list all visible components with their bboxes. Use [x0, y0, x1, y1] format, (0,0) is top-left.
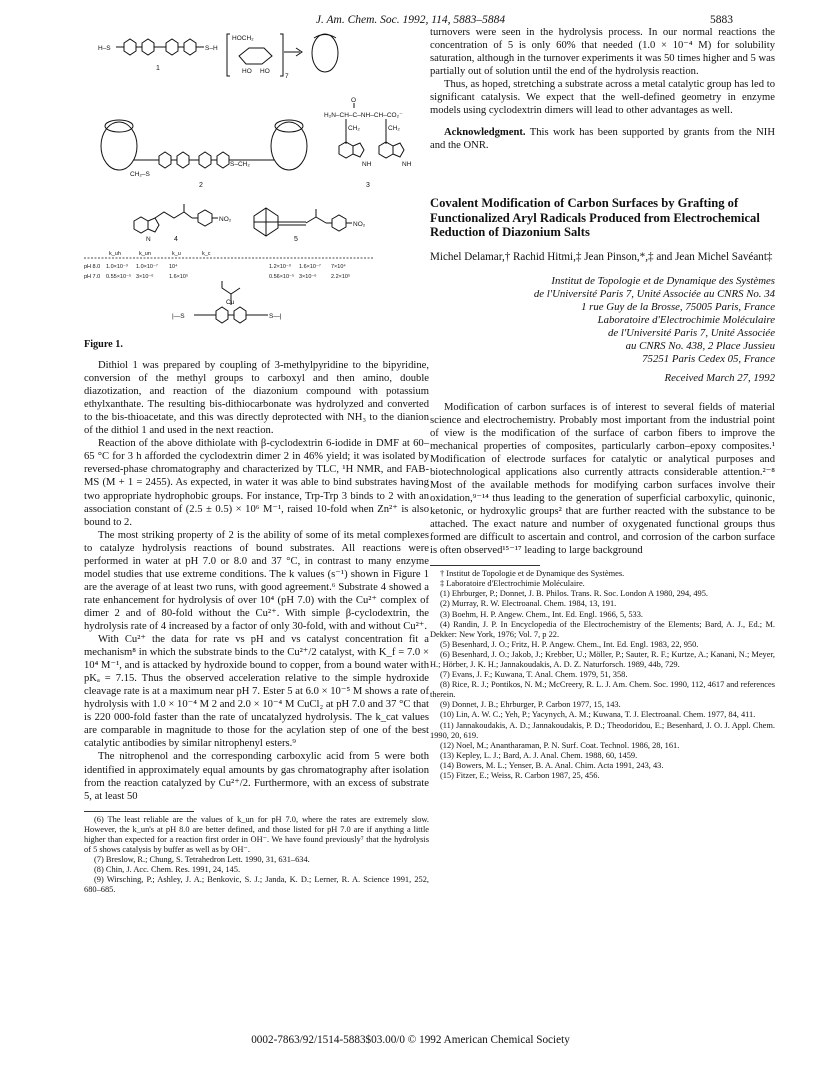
footnote-r13: (11) Jannakoudakis, A. D.; Jannakoudakis, P. D.; Theodoridou, E.; Besenhard, J. O. J. Appl. Chem. 1990, 20, 619. [430, 720, 775, 740]
acknowledgment [430, 126, 775, 152]
rate-v11: 3×10⁻⁶ [299, 274, 317, 280]
label-ph70: pH 7.0 [84, 274, 101, 280]
footnote-r2: ‡ Laboratoire d'Electrochimie Moléculaire. [440, 579, 585, 589]
label-nh2: NH [402, 161, 412, 168]
page-footer: 0002-7863/92/1514-5883$03.00/0 © 1992 American Chemical Society [251, 1034, 570, 1046]
footnote-r5: (3) Boehm, H. P. Angew. Chem., Int. Ed. Engl. 1966, 5, 533. [440, 609, 644, 619]
footnote-rule [84, 811, 194, 812]
label-compound-5: 5 [294, 236, 298, 243]
label-kuh: k_uh [109, 251, 121, 257]
footnote-r1: † Institut de Topologie et de Dynamique des Systèmes. [440, 569, 625, 579]
footnote-r11: (9) Donnet, J. B.; Ehrburger, P. Carbon 1977, 15, 143. [440, 700, 621, 710]
label-hoch2: HOCH₂ [232, 35, 254, 42]
label-ch2b: CH₂ [388, 125, 400, 132]
footnote-r16: (14) Bowers, M. L.; Yenser, B. A. Anal. Chim. Acta 1991, 243, 43. [440, 760, 664, 770]
received-date: Received March 27, 1992 [664, 371, 775, 384]
label-no2b: NO₂ [353, 221, 366, 228]
footnote-r10: (8) Rice, R. J.; Pontikos, N. M.; McCreery, R. L. J. Am. Chem. Soc. 1990, 112, 4617 and references therein. [430, 680, 775, 700]
footnote-r12: (10) Lin, A. W. C.; Yeh, P.; Yacynych, A. M.; Kuwana, T. J. Electroanal. Chem. 1977, 84, 411. [440, 710, 756, 720]
footnote-r9: (7) Evans, J. F.; Kuwana, T. Anal. Chem. 1979, 51, 358. [440, 670, 628, 680]
paragraph-l5: The nitrophenol and the corresponding carboxylic acid from 5 were both identified in approximately equal amounts by gas chromatography after isolation from the reaction catalyzed by Cu²⁺/2. Furthermore, with an excess of substrate 5, at least 50 [84, 751, 429, 802]
footnote-l8: (8) Chin, J. Acc. Chem. Res. 1991, 24, 145. [94, 865, 241, 875]
label-sdash2: S—| [269, 313, 282, 320]
paragraph-r2: Thus, as hoped, stretching a substrate across a metal catalytic group has led to significant catalysis. We expect that the well-defined geometry in enzyme models using cyclodextrin dimers will lead to other advantages as well. [430, 79, 775, 117]
rate-v9: 7×10⁴ [331, 264, 346, 270]
acknowledgment-label: Acknowledgment. [444, 127, 526, 139]
rate-v8: 1.6×10⁻⁷ [299, 264, 321, 270]
label-ch2s: CH₂–S [130, 171, 150, 178]
footnote-r6: (4) Randin, J. P. In Encyclopedia of the Electrochemistry of the Elements; Bard, A. J., Ed.; M. Dekker: New York, 1976; Vol. 7, p 22. [430, 619, 775, 639]
rate-v3: 10⁴ [169, 264, 178, 270]
affiliation-line-6: au CNRS No. 438, 2 Place Jussieu [625, 340, 775, 353]
label-ho: HO [242, 68, 252, 75]
figure-caption: Figure 1. [84, 339, 123, 350]
label-sdash: |—S [172, 313, 185, 320]
footnote-r17: (15) Fitzer, E.; Weiss, R. Carbon 1987, 25, 456. [440, 771, 600, 781]
left-column [84, 26, 429, 895]
article-title: Covalent Modification of Carbon Surfaces by Grafting of Functionalized Aryl Radicals Produced from Electrochemical Reduction of Diazonium Salts [430, 196, 760, 240]
label-kc: k_c [202, 251, 211, 257]
label-oh: HO [260, 68, 270, 75]
acknowledgment-text: This work has been supported by grants from the NIH and the ONR. [430, 127, 775, 152]
label-trp: H₂N–CH–C–NH–CH–CO₂⁻ [324, 112, 403, 119]
paragraph-r1: turnovers were seen in the hydrolysis process. In our normal reactions the concentration of 5 is only 60% that needed (1.0 × 10⁻⁴ M) for solubility saturation, although in the turnover experiments it was 50 times higher and 5 was partially out of solution until the end of the hydrolysis reaction. [430, 27, 775, 78]
page-number: 5883 [710, 14, 733, 26]
label-n4: N [146, 236, 151, 243]
rate-v7: 1.2×10⁻³ [269, 264, 291, 270]
label-ch2a: CH₂ [348, 125, 360, 132]
figure-1-structures [84, 26, 429, 336]
label-o: O [351, 97, 357, 104]
paragraph-l4: With Cu²⁺ the data for rate vs pH and vs catalyst concentration fit a mechanism⁸ in which the substrate binds to the Cu²⁺/2 catalyst, with K_f = 7.0 × 10⁴ M⁻¹, and is attacked by hydroxide bound to copper, from a bound water with pKₐ = 7.15. Thus the observed acceleration relative to the simple hydroxide cleavage rate is at a maximum near pH 7. Ester 5 at 6.0 × 10⁻⁵ M shows a rate of hydrolysis with 1.0 × 10⁻⁴ M 2 and 2.0 × 10⁻⁴ M CuCl₂ at pH 7.0 and 37 °C that is 220 000-fold faster than the rate of uncatalyzed hydrolysis. The k_cat values are comparable in magnitude to those for the acylation step of one of the best catalytic antibodies by similar nitrophenyl esters.⁹ [84, 634, 429, 750]
label-ph80: pH 8.0 [84, 264, 101, 270]
rate-v1: 1.0×10⁻³ [106, 264, 128, 270]
affiliation-line-7: 75251 Paris Cedex 05, France [642, 353, 775, 366]
running-header: J. Am. Chem. Soc. 1992, 114, 5883–5884 [315, 14, 506, 26]
rate-v4: 0.55×10⁻⁵ [106, 274, 132, 280]
label-hs: H–S [98, 45, 111, 52]
label-cu: Cu [226, 299, 235, 306]
affiliation-line-5: de l'Université Paris 7, Unité Associée [607, 327, 775, 340]
authors: Michel Delamar,† Rachid Hitmi,‡ Jean Pinson,*,‡ and Jean Michel Savéant‡ [430, 251, 773, 264]
rate-v10: 0.56×10⁻⁵ [269, 274, 295, 280]
footnote-r3: (1) Ehrburger, P.; Donnet, J. B. Philos. Trans. R. Soc. London A 1980, 294, 495. [440, 589, 708, 599]
affiliation-line-2: de l'Université Paris 7, Unité Associée au CNRS No. 34 [533, 288, 775, 300]
affiliation-line-4: Laboratoire d'Electrochimie Moléculaire [597, 314, 775, 327]
affiliation-line-3: 1 rue Guy de la Brosse, 75005 Paris, France [581, 301, 775, 314]
paragraph-body: Modification of carbon surfaces is of interest to several fields of material science and electrochemistry. Probably most important from the industrial point of view is the modification of the surface of carbon fibers to improve the mechanical properties of composites, particularly carbon–epoxy composites.¹ Modification of electrode surfaces for catalytic or analytical purposes and biotechnological applications also currently attracts considerable attention.²⁻⁸ Most of the available methods for modifying carbon surfaces involve their oxidation,⁹⁻¹⁴ thus leading to the generation of superficial carboxylic, quinonic, ketonic, or hydroxylic groups² that are further reacted with the substance to be attached. The exact nature and number of oxygenated functional groups thus formed are difficult to ascertain and control, and corrosion of the carbon surface is often observed¹⁵⁻¹⁷ leading to large background [430, 401, 775, 557]
label-compound-4: 4 [174, 236, 178, 243]
label-no2a: NO₂ [219, 216, 232, 223]
label-compound-2: 2 [199, 182, 203, 189]
footnote-l7: (7) Breslow, R.; Chung, S. Tetrahedron Lett. 1990, 31, 631–634. [94, 855, 310, 865]
figure-1 [84, 26, 429, 336]
label-compound-1: 1 [156, 65, 160, 72]
label-compound-3: 3 [366, 182, 370, 189]
paragraph-l3: The most striking property of 2 is the ability of some of its metal complexes to catalyze hydrolysis reactions of bound substrates. All reactions were performed in water at pH 7.0 or 8.0 and 37 °C, in contrast to many enzyme model studies that use extreme conditions. The k values (s⁻¹) shown in Figure 1 are the average of at least two runs, with good agreement.⁶ Substrate 4 showed a rate enhancement for hydrolysis of over 10⁴ (pH 7.0) with the Cu²⁺ complex of dimer 2 and of 80-fold without the Cu²⁺. With simple β-cyclodextrin, the hydrolysis rate of 4 increased by a factor of only 30-fold, with and without Cu²⁺. [84, 529, 429, 632]
label-sch2: S–CH₂ [230, 161, 250, 168]
footnote-rule-right [430, 565, 540, 566]
footnote-r8: (6) Besenhard, J. O.; Jakob, J.; Krebber, U.; Möller, P.; Sauter, R. F.; Kurtze, A.; Kanani, N.; Meyer, H.; Hörber, J. K. H.; Jannakoudakis, A. D. Z. Naturforsch. 1989, 44b, 729. [430, 649, 775, 670]
label-nh1: NH [362, 161, 372, 168]
label-sh: S–H [205, 45, 218, 52]
footnote-r14: (12) Noel, M.; Anantharaman, P. N. Surf. Coat. Technol. 1986, 28, 161. [440, 740, 680, 750]
footnote-r7: (5) Besenhard, J. O.; Fritz, H. P. Angew. Chem., Int. Ed. Engl. 1983, 22, 950. [440, 639, 699, 649]
affiliation-line-1: Institut de Topologie et de Dynamique des Systèmes [551, 274, 775, 287]
label-ku: k_u [172, 251, 181, 257]
label-kun: k_un [139, 251, 151, 257]
paragraph-l2: Reaction of the above dithiolate with β-cyclodextrin 6-iodide in DMF at 60–65 °C for 3 h afforded the cyclodextrin dimer 2 in 46% yield; it was isolated by reversed-phase chromatography and characterized by TLC, ¹H NMR, and FAB-MS (M + 1 = 2455). As expected, in water it was able to bind substrates having two appropriate hydrophobic groups. For instance, Trp-Trp 3 binds to 2 with an association constant of (2.5 ± 0.5) × 10⁶ M⁻¹, raised 10-fold when Zn²⁺ is also bound to 2. [84, 438, 429, 528]
right-column [430, 26, 775, 781]
rate-v5: 3×10⁻⁶ [136, 274, 154, 280]
rate-v6: 1.6×10⁵ [169, 274, 189, 280]
footnote-r4: (2) Murray, R. W. Electroanal. Chem. 1984, 13, 191. [440, 599, 617, 609]
rate-v2: 1.0×10⁻⁷ [136, 264, 158, 270]
footnote-l6: (6) The least reliable are the values of k_un for pH 7.0, where the rates are extremely slow. However, the k_un's at pH 8.0 are better defined, and those listed for pH 7.0 are if anything a little higher than expected for a reaction first order in OH⁻. We have found previously⁷ that the hydrolysis of 5 shows catalysis by buffer as well as by OH⁻. [84, 814, 429, 854]
label-n7: 7 [285, 73, 289, 80]
footnote-l9: (9) Wirsching, P.; Ashley, J. A.; Benkovic, S. J.; Janda, K. D.; Lerner, R. A. Science 1991, 252, 680–685. [84, 875, 429, 895]
paragraph-l1: Dithiol 1 was prepared by coupling of 3-methylpyridine to the bipyridine, conversion of the methyl groups to carboxyl and then amino, double diazotization, and reaction of the diazonium compound with potassium ethylxanthate. The resulting bis-dithiocarbonate was hydrolyzed and converted to the bis-thioacetate, and this was directly deprotected with NH₃ to the dianion of the dithiol 1 and used in the next reaction. [84, 360, 429, 437]
footnote-r15: (13) Kepley, L. J.; Bard, A. J. Anal. Chem. 1988, 60, 1459. [440, 750, 638, 760]
rate-v12: 2.2×10⁵ [331, 274, 351, 280]
